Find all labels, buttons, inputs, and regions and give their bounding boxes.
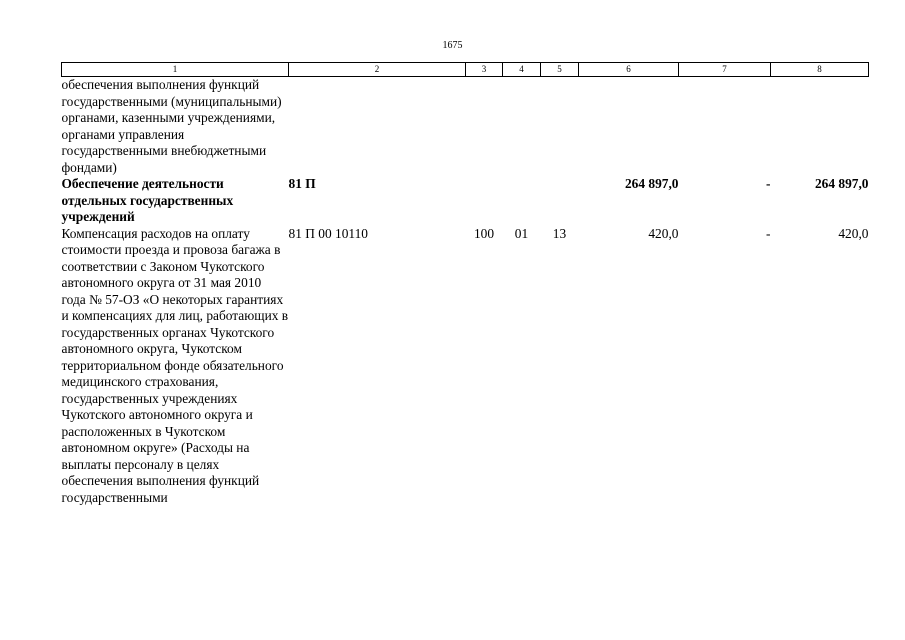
column-header-4: 4: [503, 63, 541, 77]
column-number-row: [62, 63, 869, 77]
row-name: Обеспечение деятельности отдельных государственных учреждений: [61, 176, 234, 224]
column-header-6: 6: [579, 63, 679, 77]
row-col6: 264 897,0: [624, 176, 679, 191]
row-col8: 420,0: [838, 225, 869, 241]
row-col4: [503, 77, 541, 177]
page-number: 1675: [442, 40, 463, 51]
row-col6: 420,0: [648, 225, 679, 241]
table-row: [62, 226, 869, 507]
row-name: Компенсация расходов на оплату стоимости проезда и провоза багажа в соответствии с Законом Чукотского автономного округа от 31 мая 2010 года № 57-ОЗ «О некоторых гарантиях и компенсациях для лиц, работающих в государственных органах Чукотского автономного округа, Чукотском территориальном фонде обязательного медицинского страхования, государственных учреждениях Чукотского автономного округа и расположенных в Чукотском автономном округе» (Расходы на выплаты персоналу в целях обеспечения выполнения функций государственными: [61, 225, 289, 505]
budget-table: [61, 62, 869, 506]
row-col3: 100: [473, 225, 495, 241]
column-header-8: 8: [771, 63, 869, 77]
table-body: [62, 77, 869, 507]
row-col4: 01: [514, 225, 529, 241]
row-code: 81 П: [288, 176, 316, 191]
row-col7: -: [766, 225, 771, 241]
row-name: обеспечения выполнения функций государственными (муниципальными) органами, казенными учреждениями, органами управления государственными внебюджетными фондами): [61, 77, 282, 175]
row-col7: [679, 77, 771, 177]
row-col5: [541, 176, 579, 226]
row-col5: [541, 77, 579, 177]
row-col8: 264 897,0: [814, 176, 869, 191]
row-code: 81 П 00 10110: [288, 225, 368, 241]
row-code: [289, 77, 466, 177]
row-col4: [503, 176, 541, 226]
column-header-2: 2: [289, 63, 466, 77]
table-header: [62, 63, 869, 77]
row-col7: -: [766, 176, 771, 191]
table-row: [62, 77, 869, 177]
column-header-7: 7: [679, 63, 771, 77]
row-col3: [466, 77, 503, 177]
row-col3: [466, 176, 503, 226]
column-header-3: 3: [466, 63, 503, 77]
row-col6: [579, 77, 679, 177]
column-header-5: 5: [541, 63, 579, 77]
row-col8: [771, 77, 869, 177]
row-col5: 13: [552, 225, 567, 241]
column-header-1: 1: [62, 63, 289, 77]
table-row: [62, 176, 869, 226]
